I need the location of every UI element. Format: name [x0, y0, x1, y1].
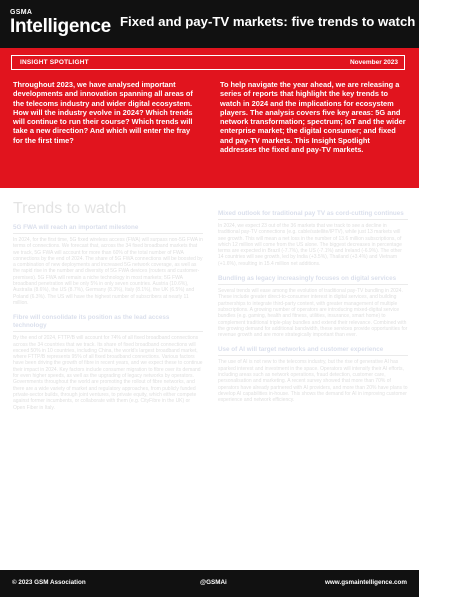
logo-gsma-text: GSMA: [10, 9, 33, 16]
intro-paragraph-left: Throughout 2023, we have analysed important developments and innovation spanning all areas of the telecoms industry and wider digital ecosystem. How will the industry evolve in 2024? Which trends will continue to run their course? Which trends will take a new direction? And which will enter the fray for the first time?: [13, 80, 193, 145]
content-column-left: [13, 224, 203, 419]
content-column-right: [218, 210, 408, 412]
section-body: By the end of 2024, FTTP/B will account for 74% of all fixed broadband connections across the 34 countries that we track. Its share of fixed broadband connections will exceed 50% in 10 countries, including China, the world's largest broadband market, where FTTP/B represents 95% of all fixed broadband connections. Various factors have been driving the growth of fibre in recent years, and we expect these to continue their impact in 2024. Key factors include consumer migration to fibre over its demand for even higher speeds, as well as the upgrading of legacy networks by operators. Governments throughout the world are promoting the rollout of fibre networks, and there are a wide variety of market and regulatory approaches, from publicly funded private-sector builds, through joint ventures, to private equity, which either compete against former incumbents, or collaborate with them (e.g. CityFibre in the UK) or Open Fiber in Italy.: [13, 335, 203, 411]
section-heading: Mixed outlook for traditional pay TV as cord-cutting continues: [218, 210, 408, 220]
section-heading: Use of AI will target networks and customer experience: [218, 346, 408, 356]
section-body: The use of AI is not new to the telecoms industry, but the rise of generative AI has sparked interest and investment in the space. Operators will intensify their AI efforts, including areas such as network operations, fraud detection, customer care, personalisation and marketing. A recent survey showed that more than 70% of operators have already partnered with AI providers, and more than 20% have plans to develop AI capabilities in-house. This shows the demand for AI in improving customer experience and network efficiency.: [218, 359, 408, 404]
gsma-intelligence-logo[interactable]: [10, 9, 111, 37]
section-body: In 2024, we expect 23 out of the 36 markets that we track to see a decline in traditional pay-TV connections (e.g. cable/satellite/IPTV), while just 13 markets will see growth. This will mean a net loss in the number of 13.6 million subscriptions, of which 12 million will come from the US alone. The biggest decreases in percentage terms are expected in Brazil (-7.7%), the US (-7.1%) and Ireland (-6.9%). The other 14 countries will see growth, led by India (+3.5%), Thailand (+3.4%) and Vietnam (+1.6%), resulting in 15.4 million net additions.: [218, 223, 402, 267]
spotlight-banner: [11, 55, 405, 70]
header-bar: [0, 0, 464, 48]
section-body: Several trends will ease among the evolution of traditional pay-TV bundling in 2024. These include greater direct-to-consumer interest in digital services, and building partnerships to integrate third-party content, with greater management of multiple subscriptions. A growing number of operators are introducing mixed-digital service bundles (e.g. gaming, health and fitness, utilities, insurance, smart home) to complement traditional triple-play bundles and extend their relevance. Combined with the growing demand for additional bandwidth, these services provide opportunities for revenue growth and are more strategically important than ever.: [218, 288, 408, 339]
page-title: Fixed and pay-TV markets: five trends to watch in 2024: [120, 14, 464, 29]
insight-spotlight-panel: [0, 48, 419, 188]
section-heading: 5G FWA will reach an important milestone: [13, 224, 203, 234]
footer-social-handle[interactable]: @GSMAi: [200, 579, 227, 586]
section-heading: Fibre will consolidate its position as the lead access technology: [13, 314, 203, 332]
publication-date: November 2023: [349, 59, 398, 66]
section-heading: Bundling as legacy increasingly focuses on digital services: [218, 275, 408, 285]
footer-bar: [0, 570, 419, 597]
trends-content: [0, 188, 419, 570]
footer-copyright: © 2023 GSM Association: [12, 579, 86, 586]
logo-intelligence-text: Intelligence: [10, 16, 111, 37]
section-title: Trends to watch: [13, 200, 127, 217]
insight-spotlight-badge: INSIGHT SPOTLIGHT: [12, 56, 97, 69]
intro-paragraph-right: To help navigate the year ahead, we are releasing a series of reports that highlight the key trends to watch in 2024 and the implications for ecosystem players. The analysis covers five key areas: 5G and network transformation; spectrum; IoT and the wider enterprise market; the digital consumer; and fixed and pay-TV markets. This Insight Spotlight addresses the fixed and pay-TV markets.: [220, 80, 406, 155]
section-body: In 2024, for the first time, 5G fixed wireless access (FWA) will surpass non-5G FWA in terms of connections. We forecast that, across the 34 fixed broadband markets that we track, 5G FWA will account for more than 60% of the total number of FWA connections by the end of 2024. The share of 5G FWA connections will be boosted by a combination of new deployments and increased 5G network coverage, as well as the rapid rise in the number and diversity of 5G FWA devices (routers and customer-premises). 5G FWA will remain a niche technology in most markets; 5G FWA broadband penetration will be only 5% in only seven countries. Austria (10.6%), Australia (8.6%), the US (8.7%), Germany (8.3%), Italy (8.1%), the UK (6.5%) and Poland (6.3%). The US will have the highest number of subscribers at nearly 11 million.: [13, 237, 203, 306]
footer-website-link[interactable]: www.gsmaintelligence.com: [325, 579, 407, 586]
